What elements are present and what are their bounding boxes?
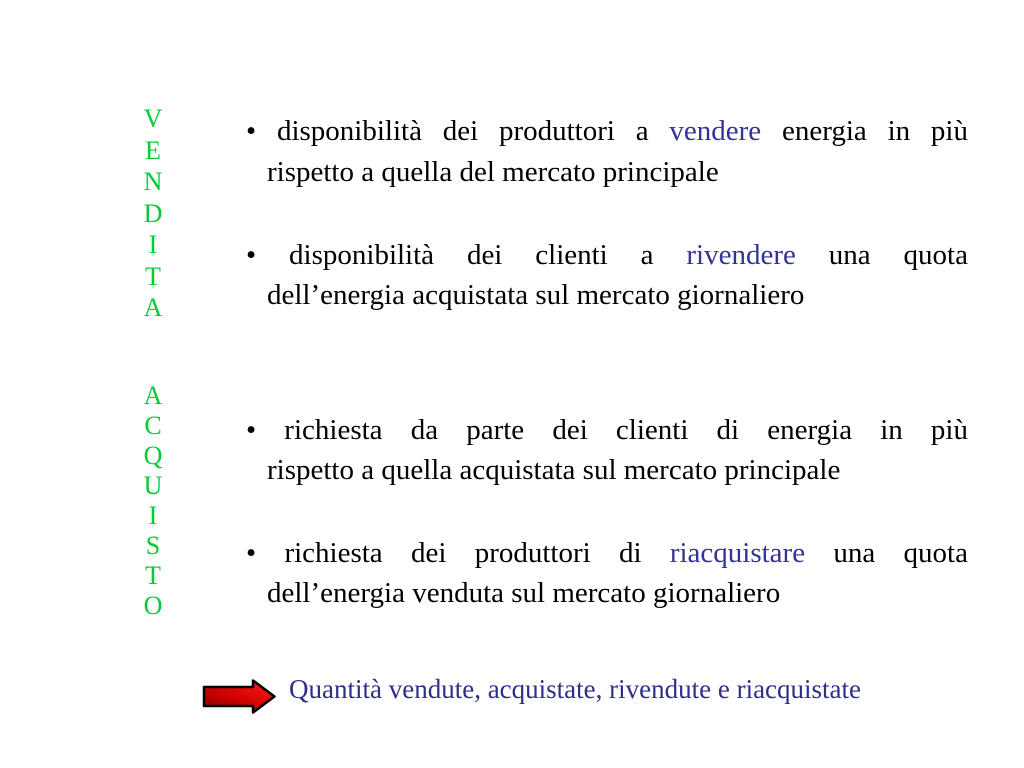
vertical-letter: V <box>143 104 163 133</box>
bullet-acquisto-request-line2 <box>267 452 840 488</box>
vertical-letter: O <box>143 591 163 620</box>
bullet-text: • disponibilità dei produttori a <box>246 115 670 147</box>
bullet-text: dell’energia venduta sul mercato giornaliero <box>267 577 781 609</box>
vertical-letter: Q <box>143 441 163 470</box>
bullet-acquisto-rebuy-line2 <box>267 575 780 611</box>
vertical-letter: I <box>148 230 158 259</box>
bullet-text: dell’energia acquistata sul mercato giornaliero <box>267 279 805 311</box>
vertical-letter: D <box>143 198 163 228</box>
highlight-word-riacquistare: riacquistare <box>669 537 806 569</box>
vertical-letter: S <box>145 531 161 560</box>
highlight-word-rivendere: rivendere <box>686 239 796 271</box>
bullet-acquisto-request-line1 <box>246 412 968 448</box>
vertical-label-acquisto <box>135 381 171 621</box>
bullet-text: una quota <box>795 239 968 271</box>
highlight-word-vendere: vendere <box>669 115 762 147</box>
vertical-letter: A <box>143 293 163 322</box>
bullet-text: rispetto a quella acquistata sul mercato principale <box>267 454 841 486</box>
bullet-acquisto-rebuy-line1 <box>246 535 968 571</box>
vertical-letter: U <box>143 471 163 500</box>
vertical-letter: E <box>145 135 161 165</box>
vertical-letter: C <box>144 411 162 440</box>
vertical-letter: N <box>143 167 163 196</box>
right-arrow-icon <box>202 678 277 715</box>
bullet-vendita-resell-line1 <box>246 237 968 273</box>
vertical-letter: I <box>148 501 158 530</box>
bullet-vendita-resell-line2 <box>267 277 804 313</box>
vertical-letter: T <box>145 561 161 590</box>
bullet-text: • disponibilità dei clienti a <box>246 239 687 271</box>
bullet-text: • richiesta da parte dei clienti di energia in più <box>246 414 968 446</box>
bullet-vendita-sell-line2 <box>267 154 719 190</box>
bullet-text: rispetto a quella del mercato principale <box>267 156 719 188</box>
bullet-vendita-sell-line1 <box>246 113 968 149</box>
bullet-text: una quota <box>805 537 968 569</box>
bullet-text: • richiesta dei produttori di <box>246 537 670 569</box>
footer-conclusion-text: Quantità vendute, acquistate, rivendute e riacquistate <box>289 674 862 704</box>
vertical-letter: A <box>143 381 163 410</box>
vertical-letter: T <box>145 261 161 291</box>
vertical-label-vendita <box>135 103 171 324</box>
bullet-text: energia in più <box>761 115 968 147</box>
